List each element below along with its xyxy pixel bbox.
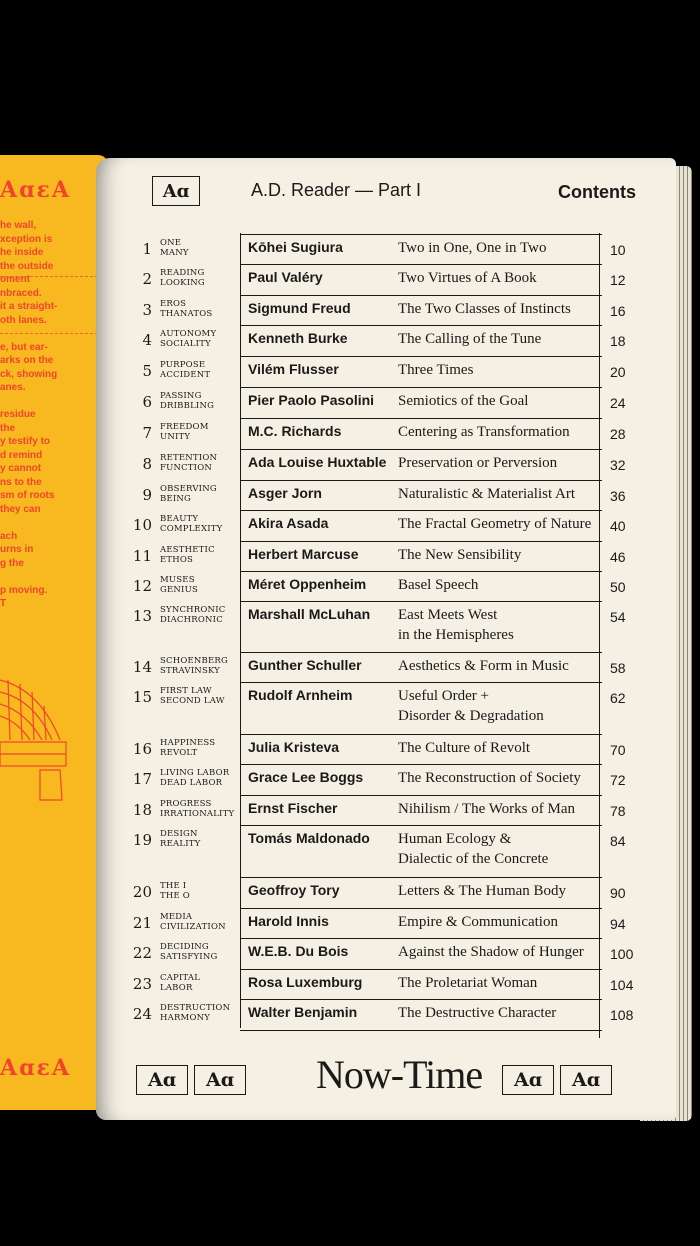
entry-page-number: 100 [610,946,634,962]
entry-page-number: 50 [610,579,626,595]
entry-title: Preservation or Perversion [398,455,558,471]
left-page-text-line: oment [0,274,30,285]
entry-number: 1 [142,240,152,258]
entry-page-number: 78 [610,803,626,819]
left-page-text-line: ach [0,530,18,542]
entry-author: Herbert Marcuse [248,546,359,562]
entry-title: Useful Order + [398,688,489,704]
entry-title: Two Virtues of A Book [398,270,537,286]
entry-page-number: 36 [610,488,626,504]
theme-second: MANY [160,248,189,258]
entry-author: Walter Benjamin [248,1004,358,1020]
page-title: A.D. Reader — Part I [251,180,422,200]
theme-first: SCHOENBERG [160,656,228,666]
left-page-text-line: y cannot [0,463,42,474]
entry-title: The Culture of Revolt [398,740,531,756]
entry-title: Basel Speech [398,577,479,593]
ad-logo-icon: Aɑ [194,1065,246,1095]
left-page-text-line: p moving. [0,584,48,596]
left-page-logo-top: AɑɛA [0,177,71,203]
theme-first: SYNCHRONIC [160,605,226,615]
theme-first: EROS [160,299,187,309]
entry-page-number: 32 [610,457,626,473]
entry-number: 8 [142,455,152,473]
left-page-text-line: xception is [0,233,53,245]
theme-first: OBSERVING [160,484,217,494]
left-page-text-line: they can [0,503,41,515]
theme-first: PASSING [160,391,202,401]
entry-page-number: 72 [610,772,626,788]
entry-page-number: 24 [610,395,626,411]
left-page-text-line: nbraced. [0,287,42,299]
left-page-divider [0,333,108,334]
entry-page-number: 54 [610,609,626,625]
row-rule [240,356,602,357]
theme-second: HARMONY [160,1013,211,1023]
entry-number: 4 [142,331,152,349]
left-page-text-line: ck, showing [0,368,58,380]
theme-second: GENIUS [160,585,198,595]
theme-second: ACCIDENT [160,370,211,380]
theme-first: AESTHETIC [160,545,215,555]
left-page-text-line: urns in [0,544,34,555]
left-page-text-line: he inside [0,247,44,258]
entry-number: 24 [132,1005,152,1023]
entry-author: Akira Asada [248,515,329,531]
row-rule [240,999,602,1000]
entry-number: 17 [132,770,152,788]
entry-page-number: 108 [610,1007,634,1023]
left-page-text-line [0,570,64,584]
row-rule [240,418,602,419]
theme-first: MUSES [160,575,195,585]
row-rule [240,825,602,826]
entry-author: Ada Louise Huxtable [248,454,387,470]
entry-page-number: 62 [610,690,626,706]
theme-first: CAPITAL [160,973,201,983]
left-page-text-line: arks on the [0,355,54,366]
entry-author: Kenneth Burke [248,330,348,346]
entry-number: 23 [132,975,152,993]
entry-number: 3 [142,301,152,319]
contents-page [96,158,676,1120]
theme-first: DESIGN [160,829,198,839]
entry-author: Rosa Luxemburg [248,974,363,990]
left-page-text-line: y testify to [0,436,51,447]
row-rule [240,264,602,265]
entry-title: East Meets West [398,607,498,623]
left-page-text-line: anes. [0,382,26,393]
entry-title: The Fractal Geometry of Nature [398,516,592,532]
entry-title: The New Sensibility [398,547,522,563]
theme-second: SATISFYING [160,952,218,962]
entry-number: 18 [132,801,152,819]
entry-author: Grace Lee Boggs [248,769,364,785]
entry-author: Asger Jorn [248,485,322,501]
theme-second: DRIBBLING [160,401,215,411]
theme-second: SOCIALITY [160,339,211,349]
entry-title: Aesthetics & Form in Music [398,658,569,674]
left-page-text-line: d remind [0,449,43,461]
theme-first: PROGRESS [160,799,212,809]
entry-number: 19 [132,831,152,849]
theme-second: IRRATIONALITY [160,809,235,819]
theme-second: CIVILIZATION [160,922,226,932]
row-rule [240,682,602,683]
theme-first: RETENTION [160,453,218,463]
theme-second: LABOR [160,983,193,993]
left-page-text [0,219,64,611]
page-footer [136,1053,666,1103]
theme-first: FREEDOM [160,422,209,432]
entry-title: Centering as Transformation [398,424,570,440]
entry-author: Vilém Flusser [248,361,339,377]
entry-page-number: 28 [610,426,626,442]
theme-second: ETHOS [160,555,194,565]
theme-first: HAPPINESS [160,738,216,748]
entry-author: Sigmund Freud [248,300,351,316]
entry-page-number: 84 [610,833,626,849]
theme-second: BEING [160,494,192,504]
entry-title: The Two Classes of Instincts [398,301,571,317]
entry-title: The Calling of the Tune [398,331,542,347]
left-page-text-line: e, but ear- [0,341,48,353]
left-page-text-line: the [0,422,15,434]
row-rule [240,908,602,909]
theme-first: DESTRUCTION [160,1003,231,1013]
entry-number: 6 [142,393,152,411]
entry-title: Against the Shadow of Hunger [398,944,584,960]
entry-author: Julia Kristeva [248,739,340,755]
entry-title: Semiotics of the Goal [398,393,529,409]
row-rule [240,764,602,765]
theme-second: DEAD LABOR [160,778,223,788]
theme-first: READING [160,268,205,278]
entry-author: Kōhei Sugiura [248,239,343,255]
row-rule [240,234,602,235]
entry-number: 10 [132,516,152,534]
entry-page-number: 46 [610,549,626,565]
theme-second: REALITY [160,839,201,849]
entry-title-continued: Dialectic of the Concrete [398,851,549,867]
entry-page-number: 18 [610,333,626,349]
left-page-text-line: residue [0,409,36,420]
entry-number: 14 [132,658,152,676]
entry-page-number: 16 [610,303,626,319]
entry-number: 15 [132,688,152,706]
theme-second: STRAVINSKY [160,666,221,676]
entry-title: The Destructive Character [398,1005,557,1021]
entry-title: Naturalistic & Materialist Art [398,486,576,502]
entry-author: Harold Innis [248,913,329,929]
left-page-logo-bottom: AɑɛA [0,1055,71,1081]
left-page-text-line: ns to the [0,476,42,488]
row-rule [240,652,602,653]
entry-author: Marshall McLuhan [248,606,371,622]
entry-author: M.C. Richards [248,423,342,439]
row-rule [240,480,602,481]
entry-title: Three Times [398,362,474,378]
entry-author: Geoffroy Tory [248,882,340,898]
contents-heading: Contents [558,182,636,202]
entry-number: 22 [132,944,152,962]
entry-title: Nihilism / The Works of Man [398,801,575,817]
entry-author: Paul Valéry [248,269,323,285]
left-page-text-line: the outside [0,260,54,272]
left-page-text-line: T [0,598,7,609]
entry-title: Human Ecology & [398,831,512,847]
entry-number: 9 [142,486,152,504]
entry-number: 7 [142,424,152,442]
theme-first: BEAUTY [160,514,199,524]
row-rule [240,449,602,450]
row-rule [240,541,602,542]
left-page-text-line [0,395,64,409]
ad-logo-icon: Aɑ [152,176,200,206]
left-page-divider [0,276,108,277]
entry-page-number: 12 [610,272,626,288]
theme-second: COMPLEXITY [160,524,223,534]
entry-author: Ernst Fischer [248,800,338,816]
theme-second: FUNCTION [160,463,213,473]
entry-page-number: 10 [610,242,626,258]
entry-title-continued: in the Hemispheres [398,627,514,643]
theme-second: UNITY [160,432,191,442]
row-rule [240,877,602,878]
entry-number: 21 [132,914,152,932]
entry-author: Méret Oppenheim [248,576,367,592]
theme-first: PURPOSE [160,360,206,370]
theme-first: DECIDING [160,942,209,952]
entry-number: 13 [132,607,152,625]
row-rule [240,387,602,388]
table-right-rule [599,233,600,1038]
entry-page-number: 40 [610,518,626,534]
entry-number: 16 [132,740,152,758]
theme-second: DIACHRONIC [160,615,223,625]
theme-first: THE I [160,881,187,891]
entry-page-number: 94 [610,916,626,932]
entry-author: Gunther Schuller [248,657,362,673]
theme-first: ONE [160,238,182,248]
entry-page-number: 104 [610,977,634,993]
row-rule [240,734,602,735]
entry-number: 2 [142,270,152,288]
entry-author: Pier Paolo Pasolini [248,392,375,408]
row-rule [240,601,602,602]
left-page-text-line: g the [0,557,24,569]
entry-page-number: 20 [610,364,626,380]
row-rule [240,295,602,296]
entry-number: 11 [132,547,152,565]
entry-page-number: 90 [610,885,626,901]
entry-number: 5 [142,362,152,380]
entry-number: 20 [132,883,152,901]
entry-page-number: 70 [610,742,626,758]
row-rule [240,938,602,939]
left-page-text-line [0,516,64,530]
entry-author: Rudolf Arnheim [248,687,353,703]
entry-author: Tomás Maldonado [248,830,370,846]
entry-page-number: 58 [610,660,626,676]
row-rule [240,571,602,572]
entry-author: W.E.B. Du Bois [248,943,349,959]
row-rule [240,325,602,326]
theme-second: SECOND LAW [160,696,225,706]
entry-title: The Proletariat Woman [398,975,538,991]
theme-first: FIRST LAW [160,686,212,696]
left-page-text-line: oth lanes. [0,314,47,326]
theme-second: THE O [160,891,190,901]
theme-second: THANATOS [160,309,213,319]
left-facing-page [0,155,108,1110]
entry-title: Empire & Communication [398,914,558,930]
left-page-illustration [0,670,70,810]
footer-title: Now-Time [316,1052,483,1097]
row-rule [240,969,602,970]
theme-first: MEDIA [160,912,193,922]
ad-logo-icon: Aɑ [560,1065,612,1095]
entry-title-continued: Disorder & Degradation [398,708,544,724]
left-page-text-line: sm of roots [0,490,55,501]
row-rule [240,1030,602,1031]
row-rule [240,510,602,511]
entry-title: The Reconstruction of Society [398,770,581,786]
entry-title: Two in One, One in Two [398,240,547,256]
ad-logo-icon: Aɑ [502,1065,554,1095]
entry-number: 12 [132,577,152,595]
theme-second: REVOLT [160,748,198,758]
row-rule [240,795,602,796]
left-page-text-line: it a straight- [0,301,58,312]
theme-second: LOOKING [160,278,205,288]
theme-first: AUTONOMY [160,329,217,339]
left-page-text-line: he wall, [0,220,37,231]
entry-title: Letters & The Human Body [398,883,567,899]
ad-logo-icon: Aɑ [136,1065,188,1095]
theme-first: LIVING LABOR [160,768,230,778]
